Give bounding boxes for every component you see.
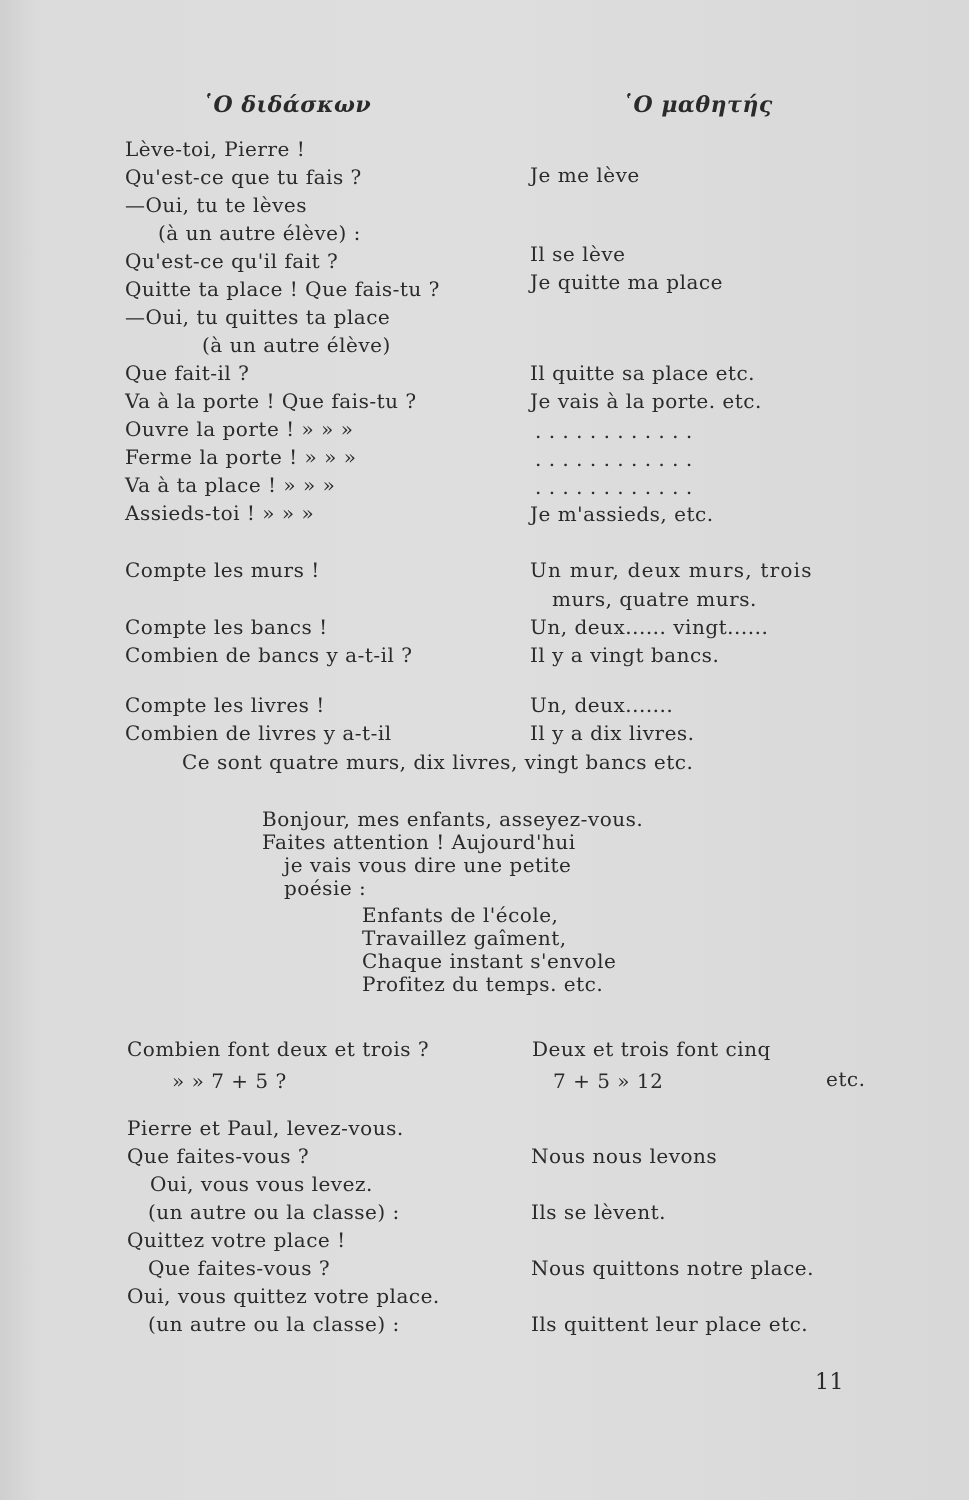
student-line-2: Nous nous levons	[531, 1144, 718, 1168]
teacher-line: Qu'est-ce qu'il fait ?	[125, 249, 339, 273]
teacher-line-2: (un autre ou la classe) :	[148, 1312, 400, 1336]
teacher-line: Que fait-il ?	[125, 361, 250, 385]
poem-line: Travaillez gaîment,	[362, 926, 567, 950]
teacher-line: Lève-toi, Pierre !	[125, 137, 306, 161]
teacher-line: Va à ta place ! » » »	[125, 473, 336, 497]
teacher-line: Qu'est-ce que tu fais ?	[125, 165, 362, 189]
teacher-line-2: Oui, vous vous levez.	[150, 1172, 373, 1196]
student-line-2: Ils quittent leur place etc.	[531, 1312, 809, 1336]
student-line: Il y a dix livres.	[530, 721, 695, 745]
teacher-line-2: Que faites-vous ?	[127, 1144, 310, 1168]
teacher-line: Compte les murs !	[125, 558, 320, 582]
teacher-line: —Oui, tu quittes ta place	[125, 305, 391, 329]
student-line-2: Ils se lèvent.	[531, 1200, 667, 1224]
arithmetic-etc: etc.	[826, 1067, 866, 1091]
student-line: Il y a vingt bancs.	[530, 643, 720, 667]
teacher-line: Va à la porte ! Que fais-tu ?	[125, 389, 417, 413]
student-line: Il quitte sa place etc.	[530, 361, 755, 385]
student-line: Je vais à la porte. etc.	[530, 389, 762, 413]
student-line: Je m'assieds, etc.	[530, 502, 714, 526]
student-line: . . . . . . . . . . . .	[535, 475, 693, 499]
teacher-line: (à un autre élève)	[202, 333, 391, 357]
greeting-line: poésie :	[284, 876, 367, 900]
poem-line: Chaque instant s'envole	[362, 949, 617, 973]
poem-line: Enfants de l'école,	[362, 903, 559, 927]
arithmetic-answer-2: 7 + 5 » 12	[553, 1069, 664, 1093]
arithmetic-answer: Deux et trois font cinq	[532, 1037, 771, 1061]
page-number: 11	[815, 1370, 844, 1395]
poem-line: Profitez du temps. etc.	[362, 972, 604, 996]
greeting-line: Bonjour, mes enfants, asseyez-vous.	[262, 807, 644, 831]
student-line: Il se lève	[530, 242, 626, 266]
student-line: Je me lève	[530, 163, 640, 187]
teacher-line: Ouvre la porte ! » » »	[125, 417, 354, 441]
teacher-line: Quitte ta place ! Que fais-tu ?	[125, 277, 440, 301]
teacher-line-2: Oui, vous quittez votre place.	[127, 1284, 440, 1308]
teacher-line: Compte les bancs !	[125, 615, 328, 639]
student-line: . . . . . . . . . . . .	[535, 419, 693, 443]
arithmetic-question-2: » » 7 + 5 ?	[172, 1069, 287, 1093]
student-header: ῾Ο μαθητής	[622, 92, 773, 118]
teacher-line-2: Quittez votre place !	[127, 1228, 346, 1252]
teacher-line-2: Pierre et Paul, levez-vous.	[127, 1116, 404, 1140]
student-line: murs, quatre murs.	[552, 587, 757, 611]
greeting-line: Faites attention ! Aujourd'hui	[262, 830, 576, 854]
student-line: Je quitte ma place	[530, 270, 723, 294]
teacher-line: —Oui, tu te lèves	[125, 193, 308, 217]
greeting-line: je vais vous dire une petite	[284, 853, 572, 877]
student-line-2: Nous quittons notre place.	[531, 1256, 814, 1280]
arithmetic-question: Combien font deux et trois ?	[127, 1037, 430, 1061]
teacher-header: ῾Ο διδάσκων	[202, 92, 372, 118]
teacher-line-2: Que faites-vous ?	[148, 1256, 331, 1280]
teacher-line: Combien de bancs y a-t-il ?	[125, 643, 413, 667]
student-line: Un mur, deux murs, trois	[530, 558, 813, 582]
student-line: . . . . . . . . . . . .	[535, 447, 693, 471]
summary-line: Ce sont quatre murs, dix livres, vingt bancs etc.	[182, 750, 694, 774]
teacher-line: (à un autre élève) :	[158, 221, 361, 245]
student-line: Un, deux...... vingt......	[530, 615, 769, 639]
student-line: Un, deux.......	[530, 693, 674, 717]
teacher-line: Compte les livres !	[125, 693, 325, 717]
teacher-line: Ferme la porte ! » » »	[125, 445, 357, 469]
teacher-line: Assieds-toi ! » » »	[125, 501, 315, 525]
teacher-line: Combien de livres y a-t-il	[125, 721, 392, 745]
teacher-line-2: (un autre ou la classe) :	[148, 1200, 400, 1224]
